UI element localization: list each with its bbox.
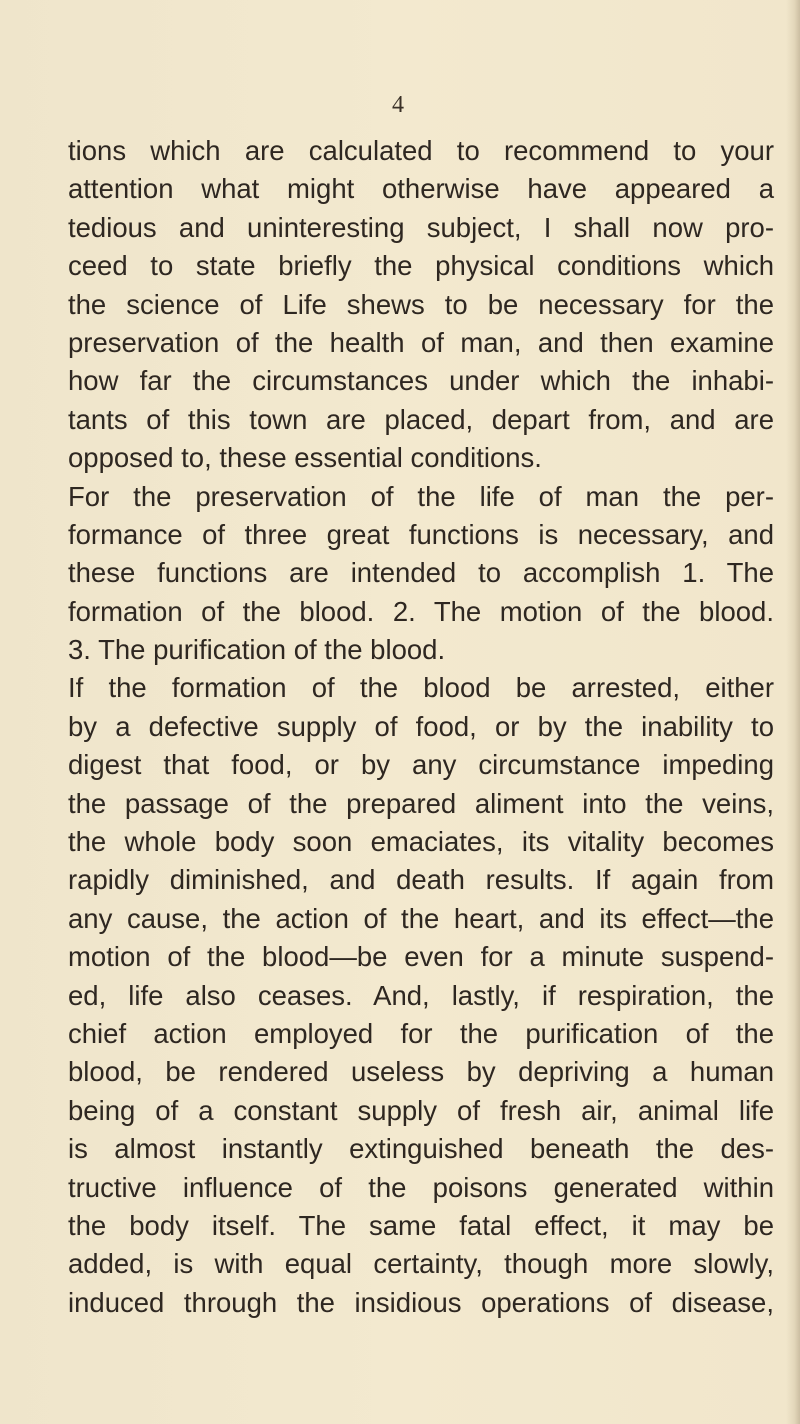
text-line: how far the circumstances under which the inhabi- bbox=[68, 365, 774, 397]
text-line: being of a constant supply of fresh air, animal life bbox=[68, 1094, 774, 1126]
text-line: For the preservation of the life of man the per- bbox=[68, 480, 774, 512]
text-line: rapidly diminished, and death results. If again from bbox=[68, 864, 774, 896]
text-line: tions which are calculated to recommend to your bbox=[68, 135, 774, 166]
text-line: formance of three great functions is necessary, and bbox=[68, 518, 774, 550]
text-line: by a defective supply of food, or by the inability to bbox=[68, 710, 774, 742]
text-line: preservation of the health of man, and then examine bbox=[68, 326, 774, 358]
body-text bbox=[68, 132, 774, 1322]
text-line: tructive influence of the poisons generated within bbox=[68, 1171, 774, 1203]
text-line: any cause, the action of the heart, and its effect—the bbox=[68, 902, 774, 934]
text-line: the whole body soon emaciates, its vitality becomes bbox=[68, 826, 774, 858]
text-line: the science of Life shews to be necessary for the bbox=[68, 288, 774, 320]
text-line: ed, life also ceases. And, lastly, if respiration, the bbox=[68, 979, 774, 1011]
text-line: chief action employed for the purification of the bbox=[68, 1017, 774, 1049]
text-line: formation of the blood. 2. The motion of the blood. bbox=[68, 595, 774, 627]
page-number: 4 bbox=[392, 92, 404, 118]
text-line: opposed to, these essential conditions. bbox=[68, 442, 542, 474]
text-line: motion of the blood—be even for a minute suspend- bbox=[68, 941, 774, 973]
text-line: these functions are intended to accomplish 1. The bbox=[68, 557, 774, 589]
text-line: the body itself. The same fatal effect, it may be bbox=[68, 1209, 774, 1241]
text-line: If the formation of the blood be arrested, either bbox=[68, 672, 774, 704]
text-line: tants of this town are placed, depart from, and are bbox=[68, 403, 774, 435]
text-line: attention what might otherwise have appeared a bbox=[68, 173, 774, 205]
text-line: the passage of the prepared aliment into the veins, bbox=[68, 787, 774, 819]
text-line: blood, be rendered useless by depriving a human bbox=[68, 1056, 774, 1088]
text-line: tedious and uninteresting subject, I shall now pro- bbox=[68, 211, 774, 243]
text-line: induced through the insidious operations of disease, bbox=[68, 1286, 774, 1318]
page-edge-shadow bbox=[786, 0, 800, 1424]
text-line: digest that food, or by any circumstance impeding bbox=[68, 749, 774, 781]
text-line: added, is with equal certainty, though more slowly, bbox=[68, 1248, 774, 1280]
text-line: ceed to state briefly the physical conditions which bbox=[68, 250, 774, 282]
text-line: is almost instantly extinguished beneath the des- bbox=[68, 1133, 774, 1165]
text-line: 3. The purification of the blood. bbox=[68, 634, 446, 666]
